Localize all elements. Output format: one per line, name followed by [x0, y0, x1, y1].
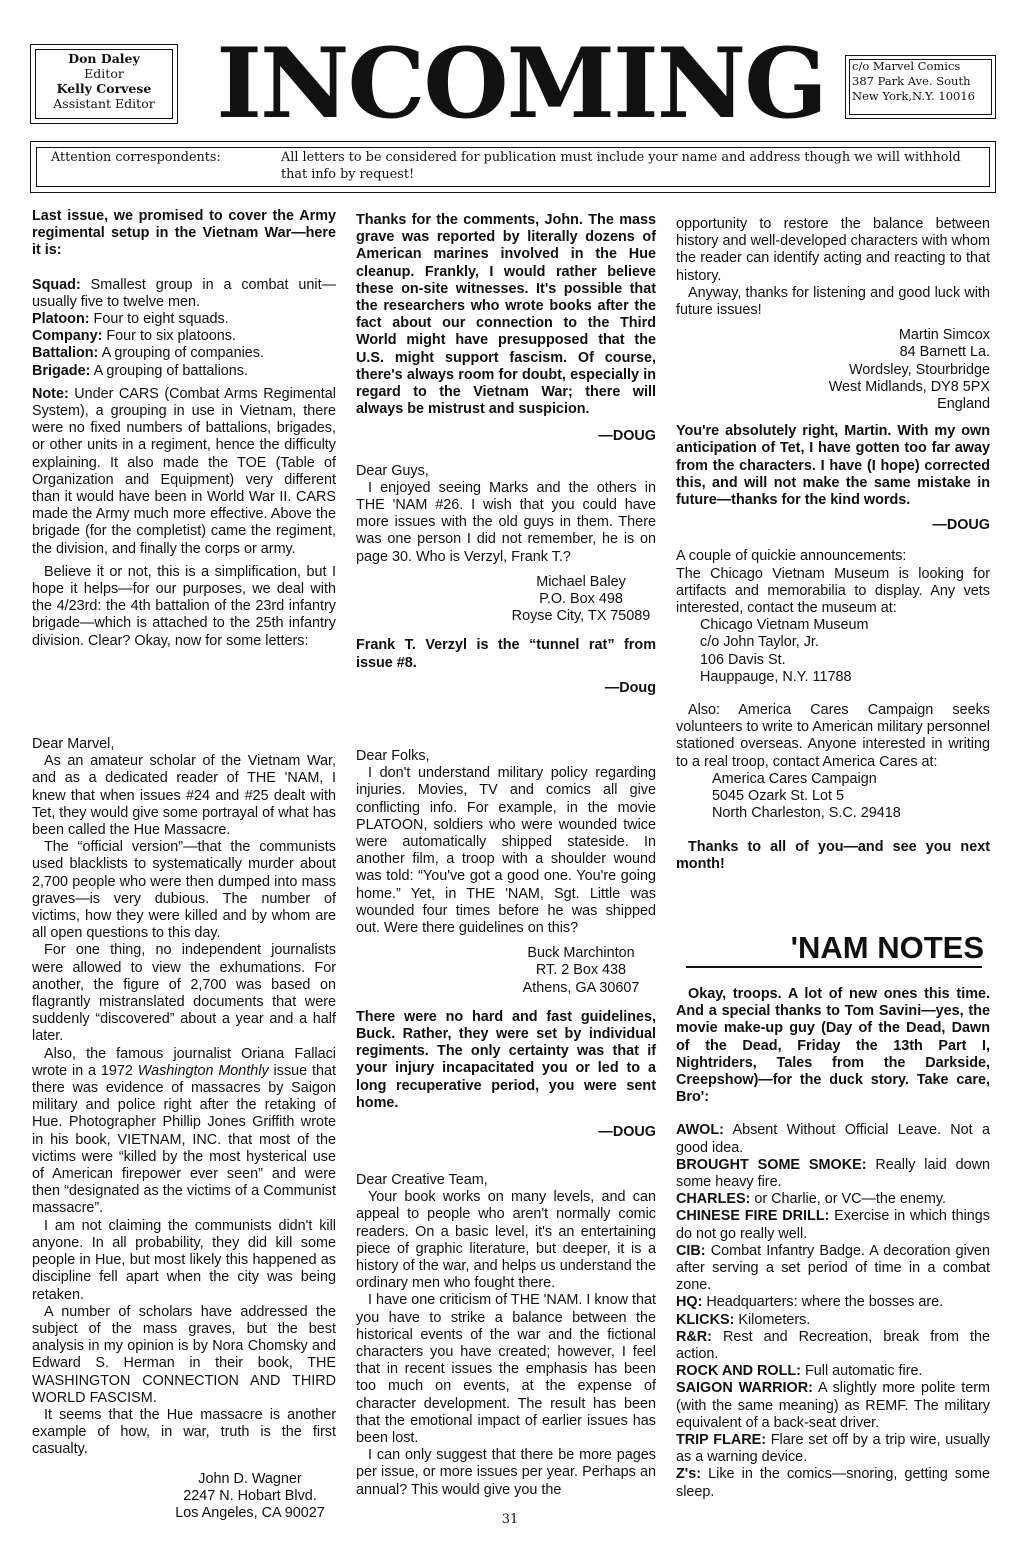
letter-salutation: Dear Folks,: [356, 748, 430, 764]
nam-notes-section: [676, 986, 990, 1501]
definition-item: Battalion: A grouping of companies.: [32, 345, 264, 362]
letter-paragraph: Anyway, thanks for listening and good luck with future issues!: [676, 284, 990, 319]
letter-paragraph: I can only suggest that there be more pages per issue, or more issues per year. Perhaps an annual? This would give you the: [356, 1447, 656, 1498]
letter-salutation: Dear Marvel,: [32, 736, 115, 752]
reply-signoff: —Doug: [604, 679, 656, 696]
assistant-editor-name: Kelly Corvese: [56, 81, 152, 96]
intro-section: [32, 208, 336, 650]
glossary-item: SAIGON WARRIOR: A slightly more polite term (with the same meaning) as REMF. The military equivalent of a back-seat driver.: [676, 1380, 990, 1431]
letter-paragraph: It seems that the Hue massacre is another example of how, in war, truth is the first casualty.: [32, 1406, 336, 1458]
definition-item: Squad: Smallest group in a combat unit—usually five to twelve men.: [32, 276, 336, 310]
letter-salutation: Dear Creative Team,: [356, 1172, 488, 1188]
letter-signature: John D. Wagner 2247 N. Hobart Blvd. Los Angeles, CA 90027: [175, 1470, 325, 1521]
glossary-item: CIB: Combat Infantry Badge. A decoration given after serving a set period of time in a combat zone.: [676, 1242, 990, 1294]
attention-label: Attention correspondents:: [51, 150, 221, 165]
nam-notes-rule: [686, 966, 982, 968]
glossary-item: Z's: Like in the comics—snoring, getting some sleep.: [676, 1466, 990, 1500]
letter-simcox: [356, 1172, 656, 1499]
glossary-item: BROUGHT SOME SMOKE: Really laid down some heavy fire.: [676, 1156, 990, 1191]
cares-address: America Cares Campaign 5045 Ozark St. Lot 5 North Charleston, S.C. 29418: [712, 770, 901, 822]
cares-announcement: Also: America Cares Campaign seeks volunteers to write to American military personnel stationed overseas. Anyone interested in writing to a real troop, contact America Cares at:: [676, 702, 990, 770]
attention-text: All letters to be considered for publication must include your name and address though we will withhold that info by request!: [281, 150, 961, 182]
intro-closing: Believe it or not, this is a simplification, but I hope it helps—for our purposes, we deal with the 4/23rd: the 4th battalion of the 23rd infantry brigade—which is attached to the 25th infantry division. Clear? Okay, now for some letters:: [32, 563, 336, 649]
definition-item: Platoon: Four to eight squads.: [32, 311, 229, 328]
museum-announcement: The Chicago Vietnam Museum is looking for artifacts and memorabilia to display. Any vets interested, contact the museum at:: [676, 565, 990, 617]
glossary-item: KLICKS: Kilometers.: [676, 1311, 811, 1328]
nam-notes-title: 'NAM NOTES: [790, 930, 984, 965]
reply-signoff: —DOUG: [598, 1124, 656, 1141]
letter-salutation: Dear Guys,: [356, 462, 429, 479]
letter-signature: Martin Simcox 84 Barnett La. Wordsley, Stourbridge West Midlands, DY8 5PX England: [828, 327, 990, 413]
museum-address: Chicago Vietnam Museum c/o John Taylor, Jr. 106 Davis St. Hauppauge, N.Y. 11788: [700, 617, 869, 685]
address-line: New York,N.Y. 10016: [852, 89, 975, 103]
assistant-editor-role: Assistant Editor: [53, 96, 155, 111]
closing-thanks: Thanks to all of you—and see you next month!: [676, 838, 990, 872]
attention-box: [30, 141, 996, 193]
reply-text: Frank T. Verzyl is the “tunnel rat” from issue #8.: [356, 637, 656, 671]
glossary-item: TRIP FLARE: Flare set off by a trip wire, usually as a warning device.: [676, 1432, 990, 1466]
nam-notes-intro: Okay, troops. A lot of new ones this time. And a special thanks to Tom Savini—yes, the movie make-up guy (Day of the Dead, Dawn of the Dead, Friday the 13th Part I, Nightriders, Tales from the Darkside, Creepshow)—for the duck story. Take care, Bro':: [676, 986, 990, 1106]
glossary-item: ROCK AND ROLL: Full automatic fire.: [676, 1363, 923, 1380]
letter-continued: opportunity to restore the balance between history and well-developed characters with whom the reader can identify acting and reacting to that history.: [676, 216, 990, 284]
editor-role: Editor: [84, 66, 124, 81]
letter-paragraph: For one thing, no independent journalists were allowed to view the exhumations. For another, the figure of 2,700 was based on flagrantly mistranslated documents that were suddenly “discovered” about a year and a half later.: [32, 942, 336, 1045]
column-3-top: [676, 216, 990, 873]
intro-lead: Last issue, we promised to cover the Army regimental setup in the Vietnam War—here it is:: [32, 208, 336, 259]
letter-signature: Michael Baley P.O. Box 498 Royse City, TX 75089: [511, 573, 651, 625]
address-line: 387 Park Ave. South: [852, 74, 971, 88]
page-title: INCOMING: [216, 27, 826, 140]
letter-paragraph: The “official version”—that the communists used blacklists to systematically murder about 2,700 people who were then dumped into mass graves—is very dubious. The number of victims, how they were killed and by whom are all open questions to this day.: [32, 839, 336, 942]
glossary-item: HQ: Headquarters: where the bosses are.: [676, 1294, 944, 1311]
glossary-item: R&R: Rest and Recreation, break from the action.: [676, 1328, 990, 1363]
column-2-middle: [356, 748, 656, 1141]
reply-signoff: —DOUG: [598, 428, 656, 445]
reply-text: There were no hard and fast guidelines, Buck. Rather, they were set by individual regiments. The only certainty was that if your injury incapacitated you or led to a long recuperative period, you were sent home.: [356, 1008, 656, 1111]
address-line: c/o Marvel Comics: [852, 59, 961, 73]
editor-name: Don Daley: [68, 51, 140, 66]
staff-box: [30, 44, 178, 124]
letter-signature: Buck Marchinton RT. 2 Box 438 Athens, GA 30607: [522, 945, 640, 996]
letter-paragraph: A number of scholars have addressed the subject of the mass graves, but the best analysis in my opinion is by Nora Chomsky and Edward S. Herman in their book, THE WASHINGTON CONNECTION AND THIRD WORLD FASCISM.: [32, 1303, 336, 1406]
definition-item: Company: Four to six platoons.: [32, 328, 236, 345]
reply-text: Thanks for the comments, John. The mass grave was reported by literally dozens of American marines involved in the Hue cleanup. Frankly, I would rather believe these on-site witnesses. It's possible that the researchers who wrote books after the fact about our connection to the Third World might have presupposed that the U.S. might support fascism. Of course, there's always room for doubt, especially in regard to the Vietnam War; there will always be mistrust and suspicion.: [356, 212, 656, 418]
mailing-address: [845, 55, 996, 119]
definition-item: Brigade: A grouping of battalions.: [32, 362, 248, 379]
announcements-intro: A couple of quickie announcements:: [676, 548, 907, 565]
letter-paragraph: I have one criticism of THE 'NAM. I know that you have to strike a balance between the historical events of the war and the fictional characters you have created; however, I feel that in recent issues the emphasis has been too much on events, at the expense of character development. The result has been that the emotional impact of earlier issues has been lost.: [356, 1292, 656, 1447]
note-paragraph: Note: Under CARS (Combat Arms Regimental System), a grouping in use in Vietnam, there were no fixed numbers of battalions, brigades, or other units in a regiment, hence the difficulty explaining. It also made the TOE (Table of Organization and Equipment) very different than it would have been in World War II. CARS made the Army much more effective. Above the brigade (for the completist) came the regiment, the division, and finally the corps or army.: [32, 385, 336, 557]
letter-paragraph: As an amateur scholar of the Vietnam War, and as a dedicated reader of THE 'NAM, I knew that when issues #24 and #25 dealt with Tet, they would give some portrayal of what has been called the Hue Massacre.: [32, 753, 336, 839]
reply-signoff: —DOUG: [932, 517, 990, 534]
reply-text: You're absolutely right, Martin. With my own anticipation of Tet, I have gotten too far away from the characters. I have (I hope) corrected this, and will not make the same mistake in future—thanks for the kind words.: [676, 423, 990, 509]
letter-paragraph: I am not claiming the communists didn't kill anyone. In all probability, they did kill some people in Hue, but most likely this happened as discipline fell apart when the city was being retaken.: [32, 1217, 336, 1303]
letter-paragraph: I don't understand military policy regarding injuries. Movies, TV and comics all give conflicting info. For example, in the movie PLATOON, soldiers who were wounded twice were automatically shipped stateside. In another film, a troop with a shoulder wound was told: “You've got a good one. You're going home.” Yet, in THE 'NAM, Sgt. Little was wounded four times before he was shipped out. Were there guidelines on this?: [356, 765, 656, 937]
glossary-item: AWOL: Absent Without Official Leave. Not a good idea.: [676, 1122, 990, 1156]
letter-paragraph: I enjoyed seeing Marks and the others in THE 'NAM #26. I wish that you could have more issues with the old guys in them. There was one person I did not remember, he is on page 30. Who is Verzyl, Frank T.?: [356, 479, 656, 565]
glossary-item: CHARLES: or Charlie, or VC—the enemy.: [676, 1191, 947, 1208]
glossary-item: CHINESE FIRE DRILL: Exercise in which things do not go really well.: [676, 1208, 990, 1242]
column-2-top: [356, 212, 656, 697]
letter-paragraph: Your book works on many levels, and can appeal to people who aren't normally comic readers. On a basic level, it's an entertaining piece of graphic literature, but deeper, it is a history of the war, and helps us understand the ordinary men who fought there.: [356, 1189, 656, 1292]
letter-wagner: [32, 736, 336, 1522]
page-number: 31: [501, 1512, 519, 1527]
letter-paragraph: Also, the famous journalist Oriana Fallaci wrote in a 1972 Washington Monthly issue that there was evidence of massacres by Saigon military and police right after the retaking of Hue. Photographer Phillip Jones Griffith wrote in his book, VIETNAM, INC. that most of the victims were “killed by the most hysterical use of American firepower ever seen” and were then “designated as the victims of a Communist massacre”.: [32, 1045, 336, 1217]
